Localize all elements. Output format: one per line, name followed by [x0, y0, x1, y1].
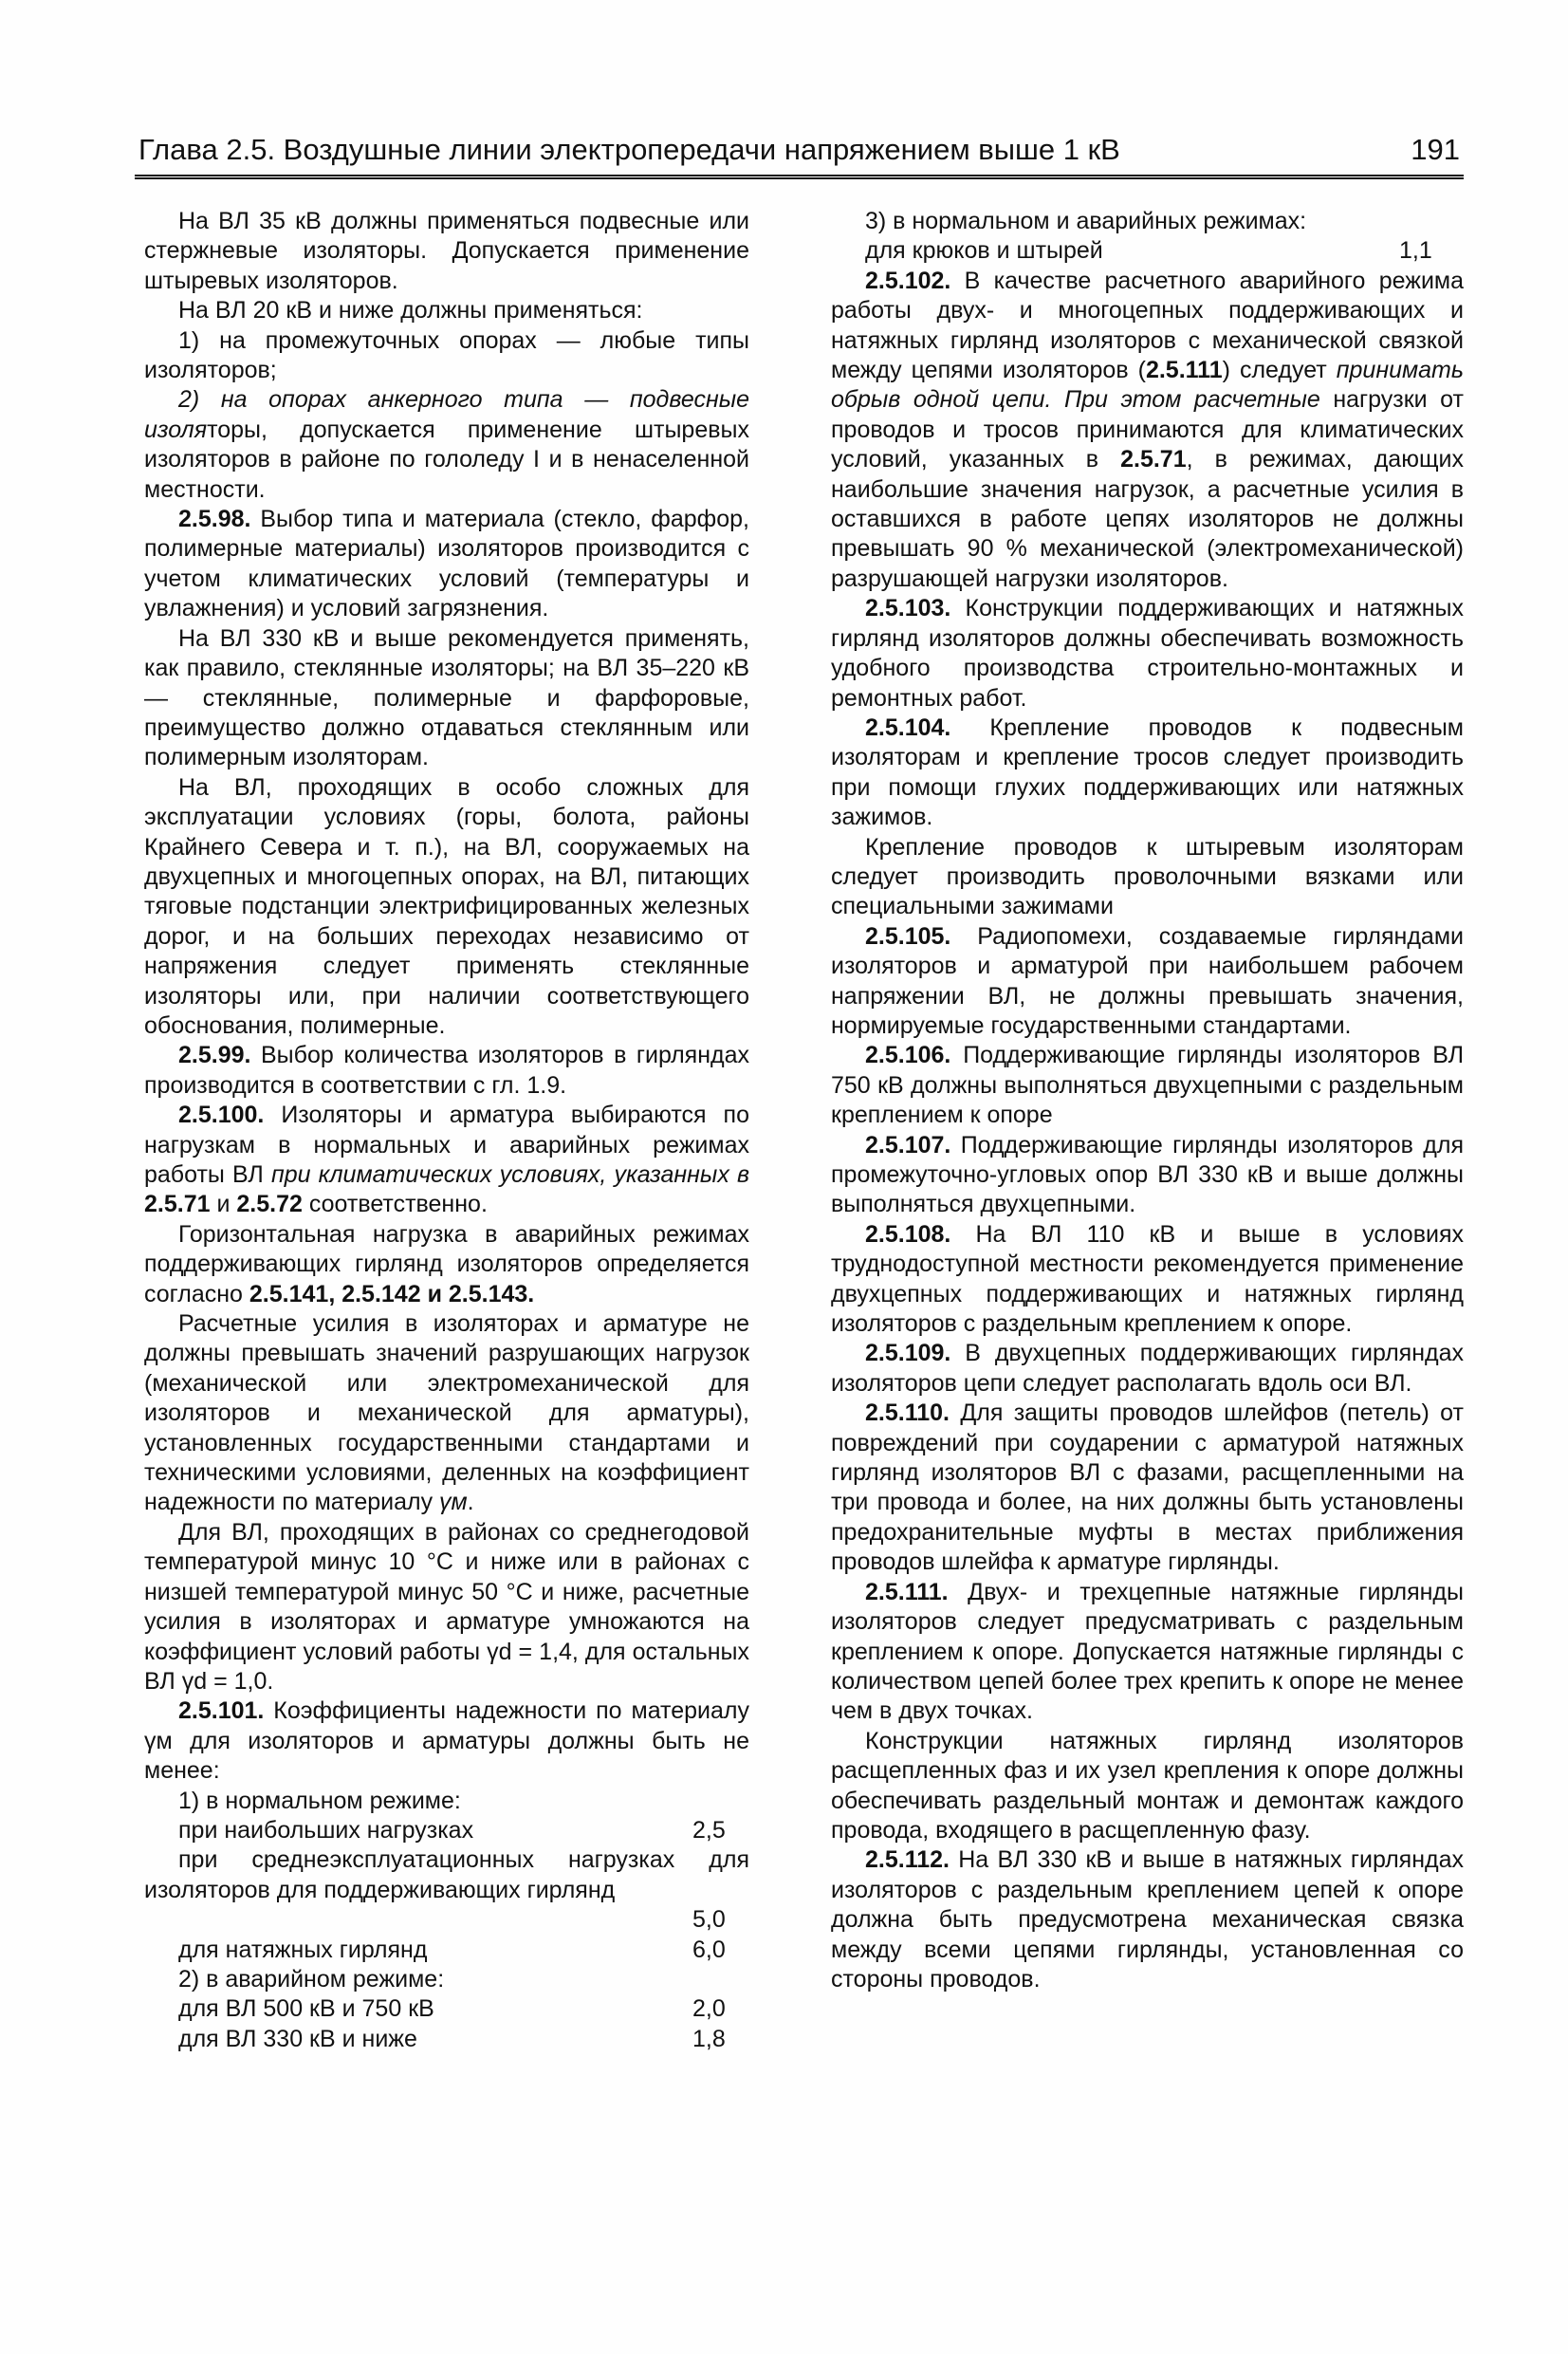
section-number: 2.5.99. [178, 1042, 251, 1069]
section-number: 2.5.98. [178, 506, 251, 533]
coefficient-row: 5,0 [692, 1906, 726, 1934]
page-number: 191 [1411, 133, 1460, 166]
paragraph: 2.5.104. Крепление проводов к подвесным изоляторам и крепление тросов следует производить при помощи глухих поддерживающих или натяжных зажимов. [831, 714, 1464, 831]
section-number: 2.5.111. [865, 1578, 949, 1605]
coefficient-row: для натяжных гирлянд 6,0 [178, 1936, 726, 1963]
paragraph: Крепление проводов к штыревым изоляторам следует производить проволочными вязками или специальными зажимами [831, 833, 1464, 920]
paragraph: 2.5.106. Поддерживающие гирлянды изоляторов ВЛ 750 кВ должны выполняться двухцепными с раздельным креплением к опоре [831, 1042, 1464, 1129]
section-number: 2.5.110. [865, 1399, 950, 1427]
section-number: 2.5.102. [865, 267, 951, 294]
section-number: 2.5.107. [865, 1131, 951, 1158]
paragraph: 2) на опорах анкерного типа — подвесные изоляторы, допускается применение штыревых изоляторов в районе по гололеду I и в ненаселенной местности. [144, 386, 749, 503]
section-number: 2.5.100. [178, 1102, 265, 1129]
paragraph: 1) на промежуточных опорах — любые типы изоляторов; [144, 326, 749, 384]
paragraph: 2) в аварийном режиме: [178, 1965, 445, 1993]
paragraph: Горизонтальная нагрузка в аварийных режимах поддерживающих гирлянд изоляторов определяется согласно 2.5.141, 2.5.142 и 2.5.143. [144, 1220, 749, 1307]
coefficient-row: для крюков и штырей 1,1 [865, 237, 1432, 265]
paragraph: 2.5.110. Для защиты проводов шлейфов (петель) от повреждений при соударении с арматурой натяжных гирлянд изоляторов ВЛ с фазами, расщепленными на три провода и более, на них должны быть установлены предохранительные муфты в местах приближения проводов шлейфа к арматуре гирлянды. [831, 1399, 1464, 1576]
paragraph: 2.5.105. Радиопомехи, создаваемые гирляндами изоляторов и арматурой при наибольшем рабочем напряжении ВЛ, не должны превышать значения, нормируемые государственными стандартами. [831, 922, 1464, 1039]
left-column [144, 207, 749, 2054]
paragraph: Для ВЛ, проходящих в районах со среднегодовой температурой минус 10 °С и ниже или в районах с низшей температурой минус 50 °С и ниже, расчетные усилия в изоляторах и арматуре умножаются на коэффициент условий работы γd = 1,4, для остальных ВЛ γd = 1,0. [144, 1518, 749, 1695]
paragraph: Расчетные усилия в изоляторах и арматуре не должны превышать значений разрушающих нагрузок (механической или электромеханической для изоляторов и механической для арматуры), установленных государственными стандартами и техническими условиями, деленных на коэффициент надежности по материалу γм. [144, 1310, 749, 1516]
right-column [831, 207, 1464, 1994]
chapter-title: Глава 2.5. Воздушные линии электропередачи напряжением выше 1 кВ [138, 133, 1120, 166]
paragraph: На ВЛ 330 кВ и выше рекомендуется применять, как правило, стеклянные изоляторы; на ВЛ 35–220 кВ — стеклянные, полимерные и фарфоровые, преимущество должно отдаваться стеклянным или полимерным изоляторам. [144, 624, 749, 771]
paragraph: 2.5.111. Двух- и трехцепные натяжные гирлянды изоляторов следует предусматривать с раздельным креплением к опоре. Допускается натяжные гирлянды с количеством цепей более трех крепить к опоре не менее чем в двух точках. [831, 1578, 1464, 1725]
section-number: 2.5.106. [865, 1042, 951, 1069]
paragraph: 2.5.103. Конструкции поддерживающих и натяжных гирлянд изоляторов должны обеспечивать возможность удобного производства строительно-монтажных и ремонтных работ. [831, 595, 1464, 712]
section-number: 2.5.104. [865, 714, 951, 741]
section-number: 2.5.105. [865, 922, 951, 950]
coefficient-row: для ВЛ 500 кВ и 750 кВ 2,0 [178, 1995, 726, 2023]
section-number: 2.5.109. [865, 1340, 951, 1367]
section-number: 2.5.103. [865, 595, 951, 622]
paragraph: 1) в нормальном режиме: [178, 1787, 461, 1814]
paragraph: 2.5.112. На ВЛ 330 кВ и выше в натяжных гирляндах изоляторов с раздельным креплением цепей к опоре должна быть предусмотрена механическая связка между всеми цепями гирлянды, установленная со стороны проводов. [831, 1846, 1464, 1993]
running-header [135, 125, 1464, 179]
paragraph: Конструкции натяжных гирлянд изоляторов расщепленных фаз и их узел крепления к опоре должны обеспечивать раздельный монтаж и демонтаж каждого провода, входящего в расщепленную фазу. [831, 1727, 1464, 1844]
paragraph: 2.5.98. Выбор типа и материала (стекло, фарфор, полимерные материалы) изоляторов производится с учетом климатических условий (температуры и увлажнения) и условий загрязнения. [144, 506, 749, 622]
paragraph: 2.5.100. Изоляторы и арматура выбираются по нагрузкам в нормальных и аварийных режимах работы ВЛ при климатических условиях, указанных в 2.5.71 и 2.5.72 соответственно. [144, 1102, 749, 1218]
coefficient-row: при наибольших нагрузках 2,5 [178, 1816, 726, 1844]
paragraph: 2.5.109. В двухцепных поддерживающих гирляндах изоляторов цепи следует располагать вдоль оси ВЛ. [831, 1340, 1464, 1397]
paragraph: 2.5.99. Выбор количества изоляторов в гирляндах производится в соответствии с гл. 1.9. [144, 1042, 749, 1099]
paragraph: На ВЛ 35 кВ должны применяться подвесные или стержневые изоляторы. Допускается применение штыревых изоляторов. [144, 208, 749, 294]
paragraph: 2.5.102. В качестве расчетного аварийного режима работы двух- и многоцепных поддерживающих и натяжных гирлянд изоляторов с механической связкой между цепями изоляторов (2.5.111) следует принимать обрыв одной цепи. При этом расчетные нагрузки от проводов и тросов принимаются для климатических условий, указанных в 2.5.71, в режимах, дающих наибольшие значения нагрузок, а расчетные усилия в оставшихся в работе цепях изоляторов не должны превышать 90 % механической (электромеханической) разрушающей нагрузки изоляторов. [831, 267, 1464, 592]
emphasis: 2) на опорах анкерного типа — подвесные изоля [144, 386, 749, 443]
paragraph: 2.5.108. На ВЛ 110 кВ и выше в условиях труднодоступной местности рекомендуется применение двухцепных поддерживающих и натяжных гирлянд изоляторов с раздельным креплением к опоре. [831, 1220, 1464, 1338]
paragraph: 2.5.107. Поддерживающие гирлянды изоляторов для промежуточно-угловых опор ВЛ 330 кВ и выше должны выполняться двухцепными. [831, 1131, 1464, 1218]
paragraph: 2.5.101. Коэффициенты надежности по материалу γм для изоляторов и арматуры должны быть не менее: [144, 1697, 749, 1785]
section-number: 2.5.112. [865, 1846, 950, 1874]
paragraph: при среднеэксплуатационных нагрузках для изоляторов для поддерживающих гирлянд [144, 1846, 749, 1903]
paragraph: На ВЛ, проходящих в особо сложных для эксплуатации условиях (горы, болота, районы Крайнего Севера и т. п.), на ВЛ, сооружаемых на двухцепных и многоцепных опорах, на ВЛ, питающих тяговые подстанции электрифицированных железных дорог, и на больших переходах независимо от напряжения следует применять стеклянные изоляторы или, при наличии соответствующего обоснования, полимерные. [144, 773, 749, 1039]
coefficient-row: для ВЛ 330 кВ и ниже 1,8 [178, 2025, 726, 2052]
paragraph: На ВЛ 20 кВ и ниже должны применяться: [178, 297, 643, 324]
paragraph: 3) в нормальном и аварийных режимах: [865, 208, 1307, 234]
section-number: 2.5.101. [178, 1697, 265, 1725]
section-number: 2.5.108. [865, 1220, 951, 1248]
